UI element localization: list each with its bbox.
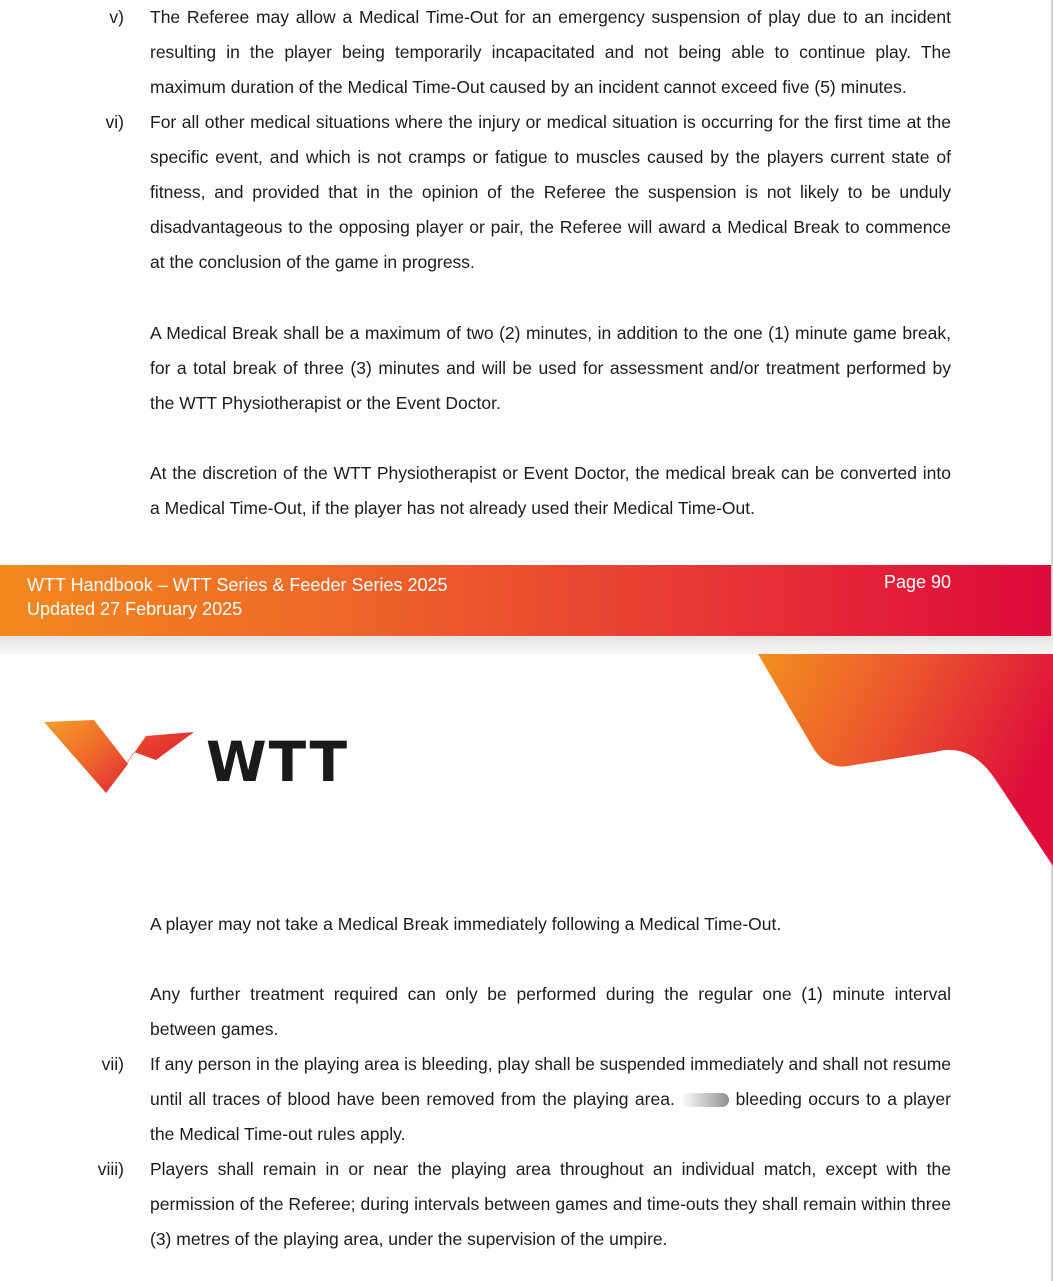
item-viii-text: Players shall remain in or near the playing area throughout an individual match, except with the permission of the Referee; during intervals between games and time-outs they shall remain within three (3) metres of the playing area, under the supervision of the umpire. — [150, 1159, 951, 1249]
discretion-paragraph: At the discretion of the WTT Physiotherapist or Event Doctor, the medical break can be converted into a Medical Time-Out, if the player has not already used their Medical Time-Out. — [150, 463, 951, 518]
wtt-logo-icon — [44, 718, 196, 796]
item-v-text: The Referee may allow a Medical Time-Out for an emergency suspension of play due to an incident resulting in the player being temporarily incapacitated and not being able to continue play. The maximum duration of the Medical Time-Out caused by an incident cannot exceed five (5) minutes. — [150, 7, 951, 97]
item-vii-text — [150, 1047, 951, 1152]
footer-updated: Updated 27 February 2025 — [27, 599, 243, 619]
item-vii-text-before: If any person in the playing area is bleeding, play shall be suspended immediately and shall not resume until all traces of blood have been removed from the playing area. — [150, 1054, 951, 1109]
footer-page-number: Page 90 — [883, 572, 951, 592]
item-marker-vi: vi) — [105, 112, 124, 132]
item-vi-text: For all other medical situations where the injury or medical situation is occurring for the first time at the specific event, and which is not cramps or fatigue to muscles caused by the players current state of fitness, and provided that in the opinion of the Referee the suspension is not likely to be unduly disadvantageous to the opposing player or pair, the Referee will award a Medical Break to commence at the conclusion of the game in progress. — [150, 112, 951, 272]
wtt-logo-text: WTT — [206, 730, 349, 794]
footer-title: WTT Handbook – WTT Series & Feeder Series 2025 — [27, 575, 448, 595]
medical-break-paragraph: A Medical Break shall be a maximum of two (2) minutes, in addition to the one (1) minute game break, for a total break of three (3) minutes and will be used for assessment and/or treatment performed by the WTT Physiotherapist or the Event Doctor. — [150, 323, 951, 413]
item-vii-text-after: bleeding occurs to a player the Medical Time-out rules apply. — [150, 1089, 951, 1144]
item-marker-vii: vii) — [101, 1054, 124, 1074]
item-marker-viii: viii) — [97, 1159, 124, 1179]
page-separator — [0, 636, 1053, 654]
further-treatment-paragraph: Any further treatment required can only be performed during the regular one (1) minute interval between games. — [150, 984, 951, 1039]
redacted-word — [681, 1093, 729, 1107]
item-marker-v: v) — [109, 7, 124, 27]
no-break-paragraph: A player may not take a Medical Break immediately following a Medical Time-Out. — [150, 914, 782, 934]
page-footer — [0, 565, 1051, 636]
